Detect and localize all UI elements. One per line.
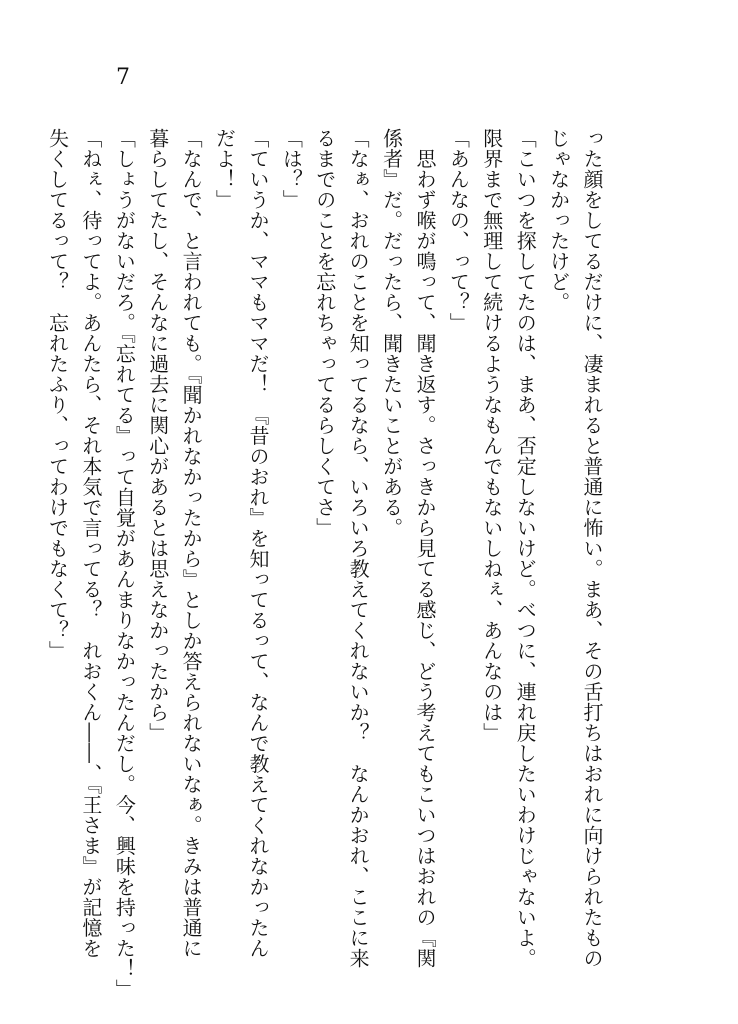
- text-line: るまでのことを忘れちゃってるらしくてさ」: [312, 128, 337, 538]
- text-line: 「なぁ、おれのことを知ってるなら、いろいろ教えてくれないか？ なんかおれ、ここに来: [346, 128, 371, 969]
- text-line: だよ！」: [212, 128, 237, 210]
- text-line: 「こいつを探してたのは、まあ、否定しないけど。べつに、連れ戻したいわけじゃないよ。: [513, 128, 538, 969]
- text-line: 思わず喉が鳴って、聞き返す。さっきから見てる感じ、どう考えてもこいつはおれの『関: [412, 128, 437, 969]
- text-line: 「は？」: [279, 128, 304, 210]
- text-line: 暮らしてたし、そんなに過去に関心があるとは思えなかったから」: [145, 128, 170, 743]
- text-line: った顔をしてるだけに、凄まれると普通に怖い。まあ、その舌打ちはおれに向けられたもの: [580, 128, 604, 969]
- page-number: 7: [116, 65, 130, 90]
- text-line: 「ねぇ、待ってよ。あんたら、それ本気で言ってる？ れおくん――、『王さま』が記憶を: [78, 128, 103, 959]
- text-line: 「しょうがないだろ。『忘れてる』って自覚があんまりなかったんだし。今、興味を持った！」: [112, 128, 137, 1000]
- text-line: 失くしてるって？ 忘れたふり、ってわけでもなくて？」: [45, 128, 70, 661]
- text-line: 限界まで無理して続けるようなもんでもないしねぇ、あんなのは」: [479, 128, 504, 743]
- text-line: 「あんなの、って？」: [446, 128, 471, 333]
- text-line: 係者』だ。だったら、聞きたいことがある。: [379, 128, 404, 538]
- text-line: じゃなかったけど。: [546, 128, 571, 313]
- text-line: 「ていうか、ママもママだ！ 『昔のおれ』を知ってるって、なんで教えてくれなかったん: [245, 128, 270, 959]
- vertical-body-text: [40, 128, 608, 1000]
- text-line: 「なんで、と言われても。『聞かれなかったから』としか答えられないなぁ。きみは普通に: [179, 128, 204, 959]
